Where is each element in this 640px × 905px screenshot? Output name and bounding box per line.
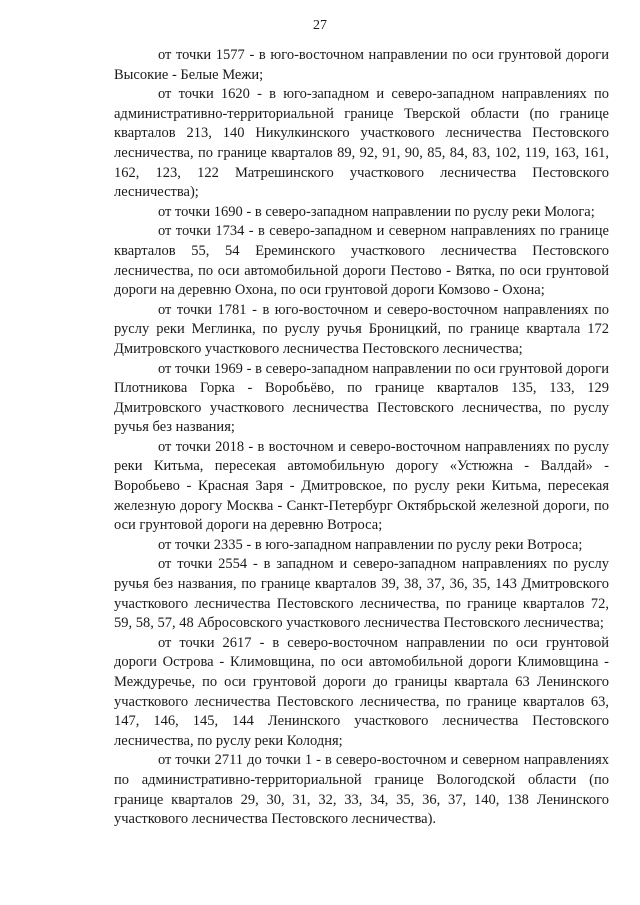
paragraph-2335: от точки 2335 - в юго-западном направлении по руслу реки Вотроса; [158, 536, 583, 553]
paragraph-2617: от точки 2617 - в северо-восточном направлении по оси грунтовой дороги Острова - Климовщина, по оси автомобильной дороги Климовщина - Междуречье, по оси грунтовой дороги до границы квартала 63 Ленинского участкового лесничества Пестовского лесничества, по границе кварталов 63, 147, 146, 145, 144 Ленинского участкового лесничества Пестовского лесничества, по руслу реки Колодня; [114, 634, 609, 749]
page-number: 27 [313, 18, 327, 33]
paragraph-1690: от точки 1690 - в северо-западном направлении по руслу реки Молога; [158, 203, 595, 220]
paragraph-1577: от точки 1577 - в юго-восточном направлении по оси грунтовой дороги Высокие - Белые Межи; [114, 47, 609, 83]
paragraph-2554: от точки 2554 - в западном и северо-западном направлениях по руслу ручья без названия, по границе кварталов 39, 38, 37, 36, 35, 143 Дмитровского участкового лесничества Пестовского лесничества, по границе кварталов 72, 59, 58, 57, 48 Абросовского участкового лесничества Пестовского лесничества; [114, 556, 609, 632]
paragraph-2018: от точки 2018 - в восточном и северо-восточном направлениях по руслу реки Китьма, пересекая автомобильную дорогу «Устюжна - Валдай» - Воробьево - Красная Заря - Дмитровское, по руслу реки Китьма, пересекая железную дорогу Москва - Санкт-Петербург Октябрьской железной дороги, по оси грунтовой дороги на деревню Вотроса; [114, 438, 609, 534]
paragraph-1781: от точки 1781 - в юго-восточном и северо-восточном направлениях по руслу реки Меглинка, по руслу ручья Броницкий, по границе квартала 172 Дмитровского участкового лесничества Пестовского лесничества; [114, 301, 609, 357]
paragraph-2711: от точки 2711 до точки 1 - в северо-восточном и северном направлениях по административно-территориальной границе Вологодской области (по границе кварталов 29, 30, 31, 32, 33, 34, 35, 36, 37, 140, 138 Ленинского участкового лесничества Пестовского лесничества). [114, 752, 609, 828]
paragraph-1620: от точки 1620 - в юго-западном и северо-западном направлениях по административно-территориальной границе Тверской области (по границе кварталов 213, 140 Никулкинского участкового лесничества Пестовского лесничества, по границе кварталов 89, 92, 91, 90, 85, 84, 83, 102, 119, 163, 161, 162, 123, 122 Матрешинского участкового лесничества Пестовского лесничества); [114, 86, 609, 201]
paragraph-1734: от точки 1734 - в северо-западном и северном направлениях по границе кварталов 55, 54 Ереминского участкового лесничества Пестовского лесничества, по оси автомобильной дороги Пестово - Вятка, по оси грунтовой дороги на деревню Охона, по оси грунтовой дороги Комзово - Охона; [114, 223, 609, 299]
document-body [114, 46, 609, 830]
paragraph-1969: от точки 1969 - в северо-западном направлении по оси грунтовой дороги Плотникова Горка - Воробьёво, по границе кварталов 135, 133, 129 Дмитровского участкового лесничества Пестовского лесничества, по руслу ручья без названия; [114, 360, 609, 436]
